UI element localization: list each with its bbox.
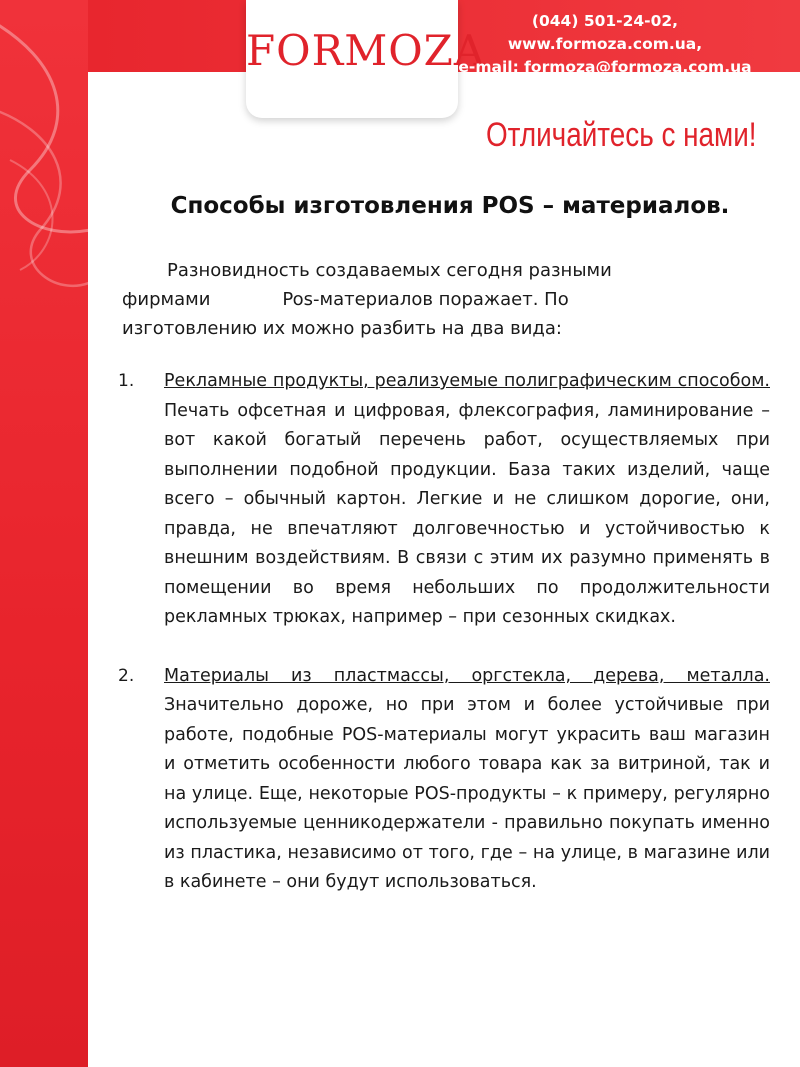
list-item-body xyxy=(164,367,770,633)
brand-logo: FORMOZA xyxy=(246,26,486,75)
intro-line-2 xyxy=(122,285,682,314)
list-item-number: 1. xyxy=(118,371,135,391)
contact-info xyxy=(440,10,770,79)
list-item-text: Значительно дороже, но при этом и более устойчивые при работе, подобные POS-материалы могут украсить ваш магазин и отметить особенности любого товара как за витриной, так и на улице. Еще, некоторые POS-продукты – к примеру, регулярно используемые ценникодержатели - правильно покупать именно из пластика, независимо от того, где – на улице, в магазине или в кабинете – они будут использоваться. xyxy=(164,695,770,892)
list-item xyxy=(118,662,770,898)
contact-email: e-mail: formoza@formoza.com.ua xyxy=(458,58,752,76)
intro-line-2b: Pos-материалов поражает. По xyxy=(282,289,569,310)
slogan: Отличайтесь с нами! xyxy=(486,116,757,154)
list-item-heading: Рекламные продукты, реализуемые полиграфическим способом. xyxy=(164,371,770,391)
list-item-heading: Материалы из пластмассы, оргстекла, дерева, металла. xyxy=(164,665,770,686)
logo-card xyxy=(246,0,486,118)
intro-paragraph xyxy=(122,256,682,343)
list-item xyxy=(118,367,770,633)
method-list xyxy=(118,367,770,898)
intro-line-1: Разновидность создаваемых сегодня разными xyxy=(167,260,612,281)
intro-line-3: изготовлению их можно разбить на два вида: xyxy=(122,318,562,339)
swirl-decoration-icon xyxy=(0,0,88,1067)
left-red-band xyxy=(0,0,88,1067)
document-title: Способы изготовления POS – материалов. xyxy=(170,193,730,219)
list-item-text: Печать офсетная и цифровая, флексография, ламинирование – вот какой богатый перечень работ, осуществляемых при выполнении подобной продукции. База таких изделий, чаще всего – обычный картон. Легкие и не слишком дорогие, они, правда, не впечатляют долговечностью и устойчивостью к внешним воздействиям. В связи с этим их разумно применять в помещении во время небольших по продолжительности рекламных трюках, например – при сезонных скидках. xyxy=(164,400,770,627)
list-item-number: 2. xyxy=(118,665,135,686)
intro-line-2a: фирмами xyxy=(122,289,211,310)
contact-phone-web: (044) 501-24-02, www.formoza.com.ua, xyxy=(507,12,703,53)
list-item-body xyxy=(164,662,770,898)
